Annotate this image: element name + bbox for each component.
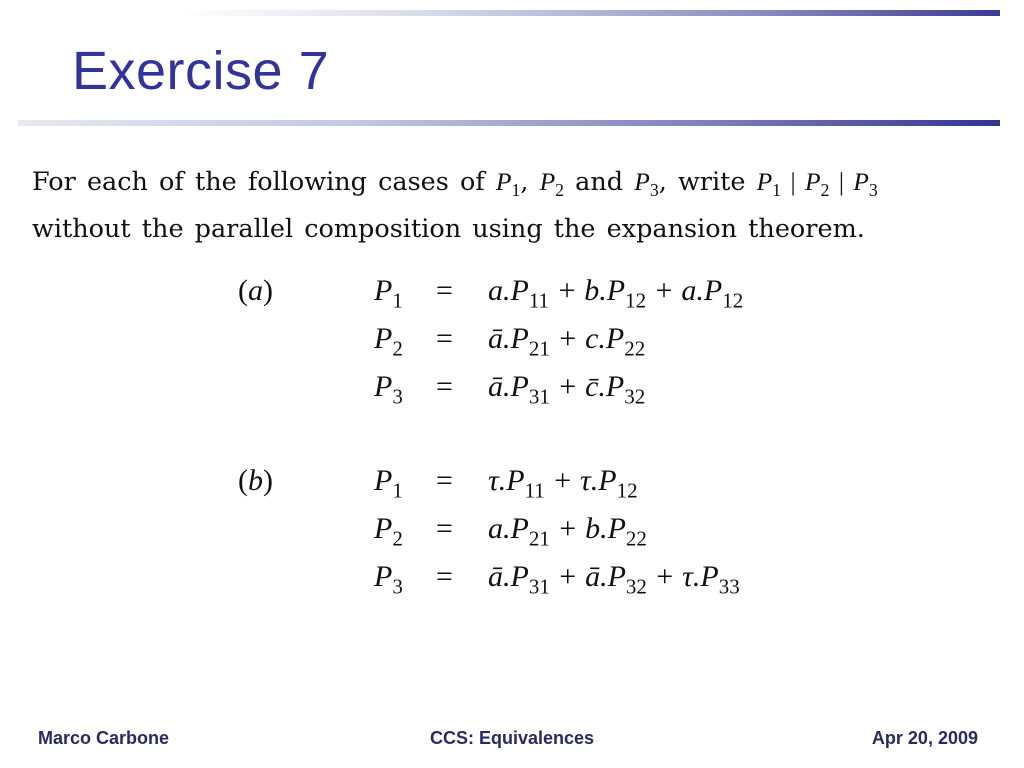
footer-author: Marco Carbone xyxy=(38,728,170,748)
intro-text-2: without the parallel composition using the expansion theorem. xyxy=(32,214,865,245)
footer-topic: CCS: Equivalences xyxy=(429,728,595,748)
intro-paragraph: For each of the following cases of $P_1$, $P_2$ and $P_3$, write $P_1$ | $P_2$ | $P_3$ without the parallel composition using the expansion theorem. xyxy=(32,167,878,245)
intro-text-1: For each of the following cases of xyxy=(32,167,496,197)
case-a-label: (a) xyxy=(238,274,273,307)
title-underline-rule xyxy=(18,120,1000,126)
case-b-label: (b) xyxy=(238,464,273,497)
footer-date: Apr 20, 2009 xyxy=(871,728,978,748)
slide-title: Exercise 7 xyxy=(72,41,330,101)
top-decorative-rule xyxy=(180,10,1000,16)
